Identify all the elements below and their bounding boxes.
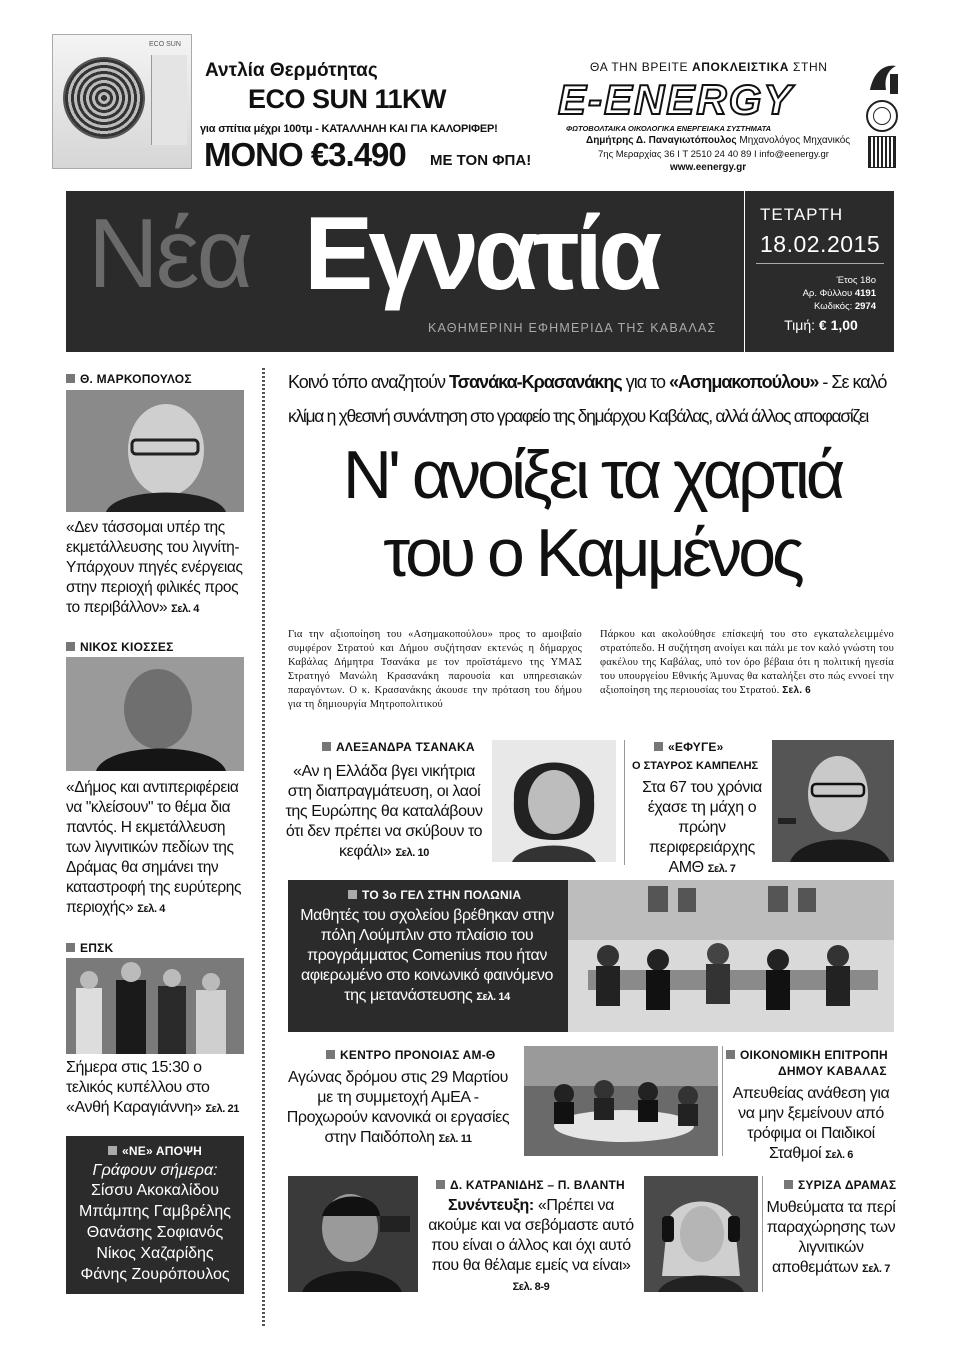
- photo-kampelis: [772, 740, 894, 862]
- elta-bird-icon: [866, 60, 900, 98]
- story-interview-text[interactable]: Συνέντευξη: «Πρέπει να ακούμε και να σεβόμαστε αυτό που είναι ο άλλος και όχι αυτό που θα θέλαμε εμείς να είναι» Σελ. 8-9: [428, 1197, 634, 1293]
- issue-price: Τιμή: € 1,00: [784, 317, 858, 333]
- tag-kampelis: «ΕΦΥΓΕ»: [654, 740, 724, 754]
- barcode-stamp-icon: [868, 136, 896, 168]
- ad-product-type: Αντλία Θερμότητας: [205, 60, 378, 81]
- photo-epsk: [66, 958, 244, 1054]
- photo-katranidis: [288, 1176, 418, 1292]
- opinion-author: Νίκος Χαζαρίδης: [96, 1245, 214, 1262]
- lead-body-column-1: Για την αξιοποίηση του «Ασημακοπούλου» προς το αμοιβαίο συμφέρον Στρατού και Δήμου συζήτησαν εκτενώς η δήμαρχος Καβάλας Δήμητρα Τσανάκα με τον προϊστάμενο της ΥΜΑΣ Στρατηγό Μανώλη Κρασανάκη παρουσία και υπηρεσιακών παραγόντων. Ο κ. Κρασανάκης άκουσε την πρόταση του δήμου για τη δημιουργία Μητροπολιτικού: [288, 629, 582, 710]
- heat-pump-unit-image: [52, 34, 192, 169]
- top-advertisement[interactable]: [0, 0, 960, 185]
- opinion-author: Θανάσης Σοφιανός: [86, 1224, 224, 1241]
- story-tsanaka-quote[interactable]: «Αν η Ελλάδα βγει νικήτρια στη διαπραγμάτευση, οι λαοί της Ευρώπης θα καταλάβουν ότι δεν πρέπει να σκύβουν το κεφάλι» Σελ. 10: [285, 763, 483, 860]
- masthead-title-bold: Εγνατία: [304, 196, 658, 312]
- story-syriza-text[interactable]: Μυθεύματα τα περί παραχώρησης των λιγνιτικών αποθεμάτων Σελ. 7: [766, 1199, 896, 1276]
- ad-description: για σπίτια μέχρι 100τμ - ΚΑΤΑΛΛΗΛΗ ΚΑΙ ΓΙΑ ΚΑΛΟΡΙΦΕΡ!: [200, 123, 498, 135]
- sidebar-quote-kiosses[interactable]: «Δήμος και αντιπεριφέρεια να "κλείσουν" το θέμα δια παντός. Η εκμετάλλευση των λιγνιτικών πεδίων της Δράμας θα σημάνει την καταστροφή της ευρύτερης περιοχής» Σελ. 4: [66, 779, 242, 916]
- brand-tagline: ΦΩΤΟΒΟΛΤΑΙΚΑ ΟΙΚΟΛΟΓΙΚΑ ΕΝΕΡΓΕΙΑΚΑ ΣΥΣΤΗΜΑΤΑ: [566, 124, 772, 133]
- issue-day: ΤΕΤΑΡΤΗ: [760, 205, 844, 224]
- website-link[interactable]: www.eenergy.gr: [670, 162, 747, 173]
- issue-code: Κωδικός: 2974: [814, 301, 876, 312]
- tag-pronoia: ΚΕΝΤΡΟ ΠΡΟΝΟΙΑΣ ΑΜ-Θ: [326, 1048, 495, 1062]
- opinion-author: Σίσσυ Ακοκαλίδου: [90, 1182, 220, 1199]
- photo-pronoia-meeting: [524, 1046, 718, 1156]
- sidebar-tag-kiosses: ΝΙΚΟΣ ΚΙΟΣΣΕΣ: [66, 640, 174, 654]
- tag-syriza: ΣΥΡΙΖΑ ΔΡΑΜΑΣ: [784, 1178, 896, 1192]
- photo-tsanaka: [492, 740, 616, 862]
- tag-committee-line-2: ΔΗΜΟΥ ΚΑΒΑΛΑΣ: [778, 1064, 887, 1078]
- lead-kicker-line-1: Κοινό τόπο αναζητούν Τσανάκα-Κρασανάκης για το «Ασημακοπούλου» - Σε καλό: [288, 372, 887, 392]
- story-kampelis-text[interactable]: Στα 67 του χρόνια έχασε τη μάχη ο πρώην περιφερειάρχης ΑΜΘ Σελ. 7: [642, 779, 762, 876]
- fan-grill-icon: [63, 57, 145, 139]
- tag-poland: ΤΟ 3ο ΓΕΛ ΣΤΗΝ ΠΟΛΩΝΙΑ: [348, 888, 521, 902]
- unit-brand-label: ECO SUN: [149, 41, 181, 48]
- ad-price: ΜΟΝΟ €3.490: [204, 136, 406, 173]
- seal-icon: [866, 100, 898, 132]
- lead-kicker-line-2: κλίμα η χθεσινή συνάντηση στο γραφείο της δημάρχου Καβάλας, αλλά άλλος αποφασίζει: [288, 406, 868, 426]
- contact-address: 7ης Μεραρχίας 36 Ι Τ 2510 24 40 89 Ι info@eenergy.gr: [598, 149, 829, 160]
- opinion-box[interactable]: [66, 1136, 244, 1294]
- ad-price-vat: ΜΕ ΤΟΝ ΦΠΑ!: [430, 152, 532, 169]
- photo-markopoulos: [66, 390, 244, 512]
- issue-year: Έτος 18ο: [836, 275, 876, 286]
- contact-line: Δημήτρης Δ. Παναγιωτόπουλος Μηχανολόγος Μηχανικός: [586, 135, 851, 146]
- story-committee-text[interactable]: Απευθείας ανάθεση για να μην ξεμείνουν από τρόφιμα οι Παιδικοί Σταθμοί Σελ. 6: [732, 1085, 890, 1162]
- photo-poland-classroom: [568, 880, 894, 1032]
- story-pronoia-text[interactable]: Αγώνας δρόμου στις 29 Μαρτίου με τη συμμετοχή ΑμΕΑ - Προχωρούν κανονικά οι εργασίες στην Παιδόπολη Σελ. 11: [286, 1069, 510, 1146]
- sidebar-text-epsk[interactable]: Σήμερα στις 15:30 ο τελικός κυπέλλου στο «Ανθή Καραγιάννη» Σελ. 21: [66, 1059, 239, 1116]
- lead-body-column-2: Πάρκου και ακολούθησε επίσκεψή του στο εγκαταλελειμμένο στρατόπεδο. Η συζήτηση ανοίγει και πάλι με τον καλό γνώστη του φακέλου της Καβάλας, υπό τον όρο βέβαια ότι η πολιτική ηγεσία του υπουργείου Εθνικής Άμυνας θα καταλήξει στο πώς εννοεί την αξιοποίηση της περιουσίας του Στρατού. Σελ. 6: [600, 629, 894, 696]
- eenergy-logo: E-ENERGY: [558, 76, 794, 123]
- sidebar-quote-markopoulos[interactable]: «Δεν τάσσομαι υπέρ της εκμετάλλευσης του λιγνίτη-Υπάρχουν πηγές ενέργειας στην περιοχή φιλικές προς το περιβάλλον» Σελ. 4: [66, 519, 243, 616]
- masthead-subtitle: ΚΑΘΗΜΕΡΙΝΗ ΕΦΗΜΕΡΙΔΑ ΤΗΣ ΚΑΒΑΛΑΣ: [428, 321, 717, 335]
- kampelis-name: Ο ΣΤΑΥΡΟΣ ΚΑΜΠΕΛΗΣ: [632, 760, 759, 772]
- tag-interview: Δ. ΚΑΤΡΑΝΙΔΗΣ – Π. ΒΛΑΝΤΗ: [436, 1178, 625, 1192]
- tag-committee: ΟΙΚΟΝΟΜΙΚΗ ΕΠΙΤΡΟΠΗ: [726, 1048, 888, 1062]
- opinion-author: Φάνης Ζουρόπουλος: [80, 1266, 230, 1283]
- tag-tsanaka: ΑΛΕΞΑΝΔΡΑ ΤΣΑΝΑΚΑ: [322, 740, 475, 754]
- story-poland-text: Μαθητές του σχολείου βρέθηκαν στην πόλη Λούμπλιν στο πλαίσιο του προγράμματος Comenius που ήταν αφιερωμένο στο κοινωνικό φαινόμενο της μετανάστευσης Σελ. 14: [300, 907, 554, 1004]
- photo-vlanti: [644, 1176, 758, 1292]
- sidebar-tag-epsk: ΕΠΣΚ: [66, 941, 113, 955]
- masthead: [66, 191, 894, 352]
- photo-kiosses: [66, 657, 244, 771]
- story-poland[interactable]: [288, 880, 894, 1032]
- issue-date: 18.02.2015: [760, 231, 881, 257]
- opinion-heading: Γράφουν σήμερα:: [92, 1162, 218, 1179]
- issue-number: Αρ. Φύλλου 4191: [802, 288, 876, 299]
- opinion-author: Μπάμπης Γαμβρέλης: [78, 1203, 232, 1220]
- ad-exclusive-line: ΘΑ ΤΗΝ ΒΡΕΙΤΕ ΑΠΟΚΛΕΙΣΤΙΚΑ ΣΤΗΝ: [590, 60, 828, 74]
- opinion-tag: «ΝΕ» ΑΠΟΨΗ: [66, 1144, 244, 1158]
- sidebar-tag-markopoulos: Θ. ΜΑΡΚΟΠΟΥΛΟΣ: [66, 372, 192, 386]
- ad-product-name: ECO SUN 11KW: [248, 84, 447, 114]
- masthead-title-light: Νέα: [88, 198, 251, 308]
- lead-headline[interactable]: Ν' ανοίξει τα χαρτιά του ο Καμμένος: [342, 437, 842, 591]
